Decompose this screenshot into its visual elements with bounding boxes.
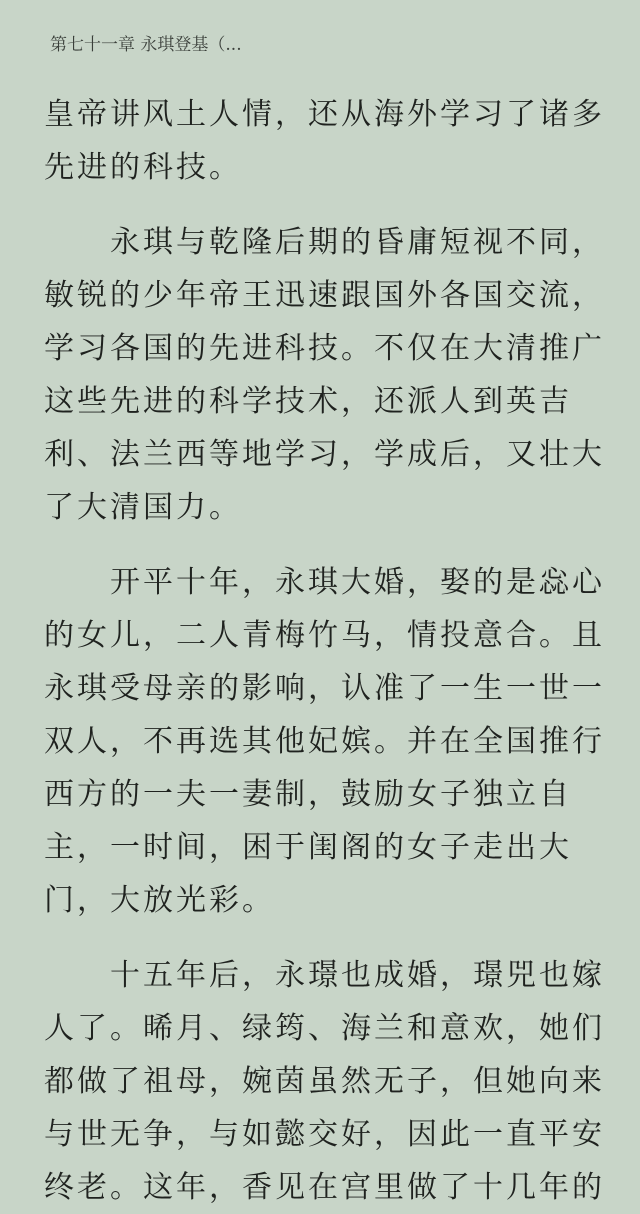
reading-area[interactable] — [44, 88, 606, 1214]
paragraph-spacer — [44, 194, 606, 216]
paragraph-spacer — [44, 927, 606, 949]
text-line: 了大清国力。 — [44, 490, 242, 525]
text-line: 永琪与乾隆后期的昏庸短视不同， — [110, 225, 605, 260]
text-line: 都做了祖母，婉茵虽然无子，但她向来 — [44, 1064, 605, 1099]
paragraph — [44, 88, 606, 194]
text-line: 先进的科技。 — [44, 150, 242, 185]
text-line: 这些先进的科学技术，还派人到英吉 — [44, 384, 572, 419]
text-line: 利、法兰西等地学习，学成后，又壮大 — [44, 437, 605, 472]
text-line: 终老。这年，香见在宫里做了十几年的 — [44, 1170, 605, 1205]
text-line: 十五年后，永璟也成婚，璟兕也嫁 — [110, 958, 605, 993]
paragraph — [44, 949, 606, 1214]
text-line: 门，大放光彩。 — [44, 883, 275, 918]
text-line: 西方的一夫一妻制，鼓励女子独立自 — [44, 777, 572, 812]
paragraph — [44, 216, 606, 534]
text-line: 皇帝讲风土人情，还从海外学习了诸多 — [44, 97, 605, 132]
text-line: 永琪受母亲的影响，认准了一生一世一 — [44, 671, 605, 706]
paragraph — [44, 556, 606, 927]
text-line: 开平十年，永琪大婚，娶的是惢心 — [110, 565, 605, 600]
text-line: 人了。晞月、绿筠、海兰和意欢，她们 — [44, 1011, 605, 1046]
text-line: 的女儿，二人青梅竹马，情投意合。且 — [44, 618, 605, 653]
paragraph-spacer — [44, 534, 606, 556]
text-line: 学习各国的先进科技。不仅在大清推广 — [44, 331, 605, 366]
text-line: 主，一时间，困于闺阁的女子走出大 — [44, 830, 572, 865]
chapter-title: 第七十一章 永琪登基（... — [50, 35, 242, 55]
text-line: 敏锐的少年帝王迅速跟国外各国交流， — [44, 278, 605, 313]
text-line: 与世无争，与如懿交好，因此一直平安 — [44, 1117, 605, 1152]
text-line: 双人，不再选其他妃嫔。并在全国推行 — [44, 724, 605, 759]
chapter-header — [50, 30, 242, 60]
